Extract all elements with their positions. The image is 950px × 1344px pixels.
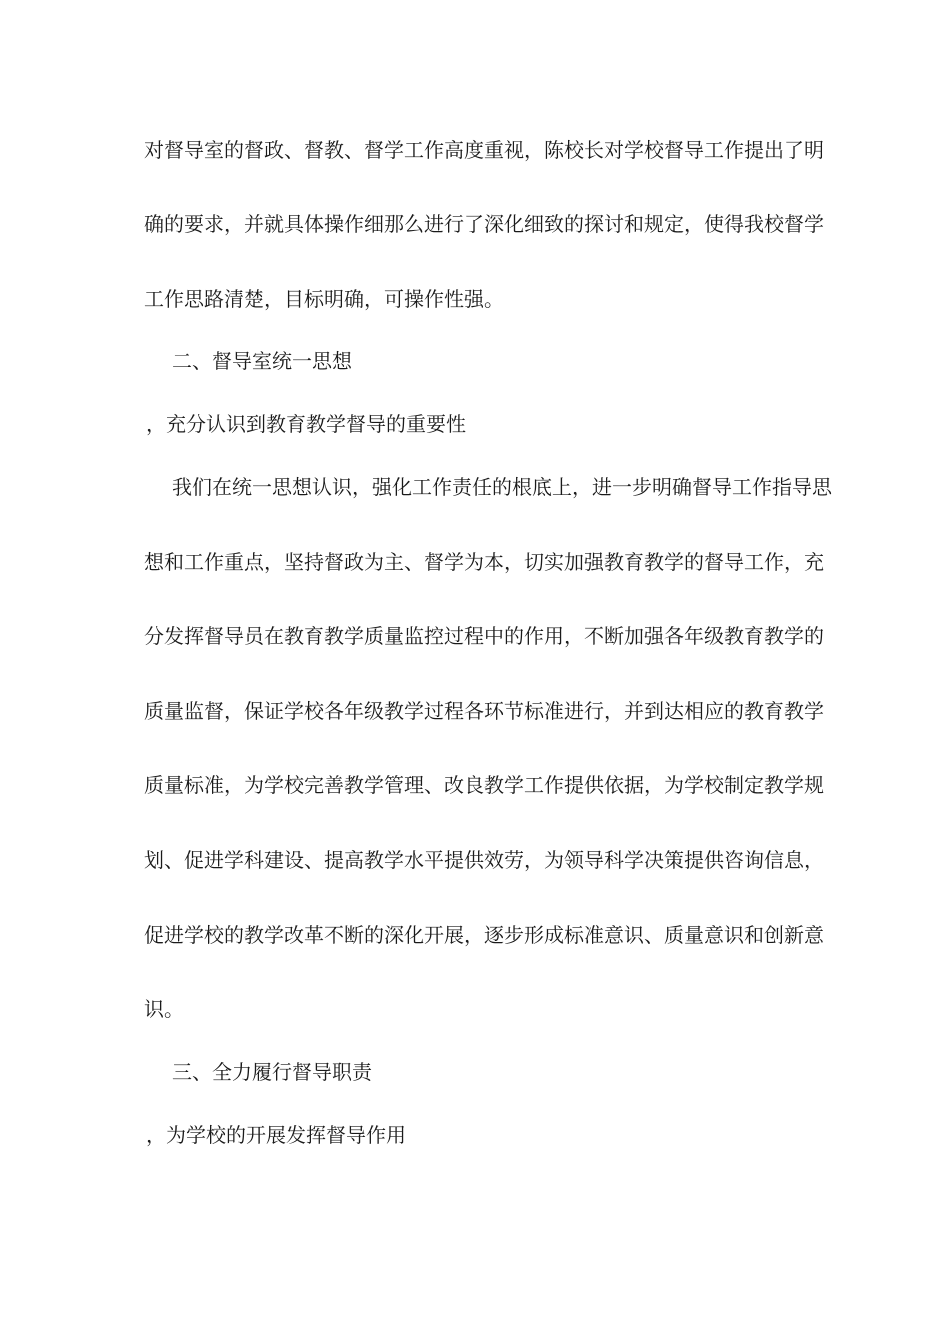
paragraph-line: ，为学校的开展发挥督导作用 <box>146 1123 406 1147</box>
section-heading: 二、督导室统一思想 <box>172 349 352 373</box>
paragraph-line: 工作思路清楚，目标明确，可操作性强。 <box>144 287 504 311</box>
paragraph-line: 质量监督，保证学校各年级教学过程各环节标准进行，并到达相应的教育教学 <box>144 699 824 723</box>
paragraph-line: 我们在统一思想认识，强化工作责任的根底上，进一步明确督导工作指导思 <box>172 475 832 499</box>
paragraph-line: 想和工作重点，坚持督政为主、督学为本，切实加强教育教学的督导工作，充 <box>144 550 824 574</box>
section-heading: 三、全力履行督导职责 <box>172 1060 372 1084</box>
paragraph-line: 划、促进学科建设、提高教学水平提供效劳，为领导科学决策提供咨询信息， <box>144 848 824 872</box>
paragraph-line: 质量标准，为学校完善教学管理、改良教学工作提供依据，为学校制定教学规 <box>144 773 824 797</box>
paragraph-line: 确的要求，并就具体操作细那么进行了深化细致的探讨和规定，使得我校督学 <box>144 212 824 236</box>
paragraph-line: 促进学校的教学改革不断的深化开展，逐步形成标准意识、质量意识和创新意 <box>144 923 824 947</box>
paragraph-line: 识。 <box>144 997 184 1021</box>
paragraph-line: ，充分认识到教育教学督导的重要性 <box>146 412 466 436</box>
paragraph-line: 对督导室的督政、督教、督学工作高度重视，陈校长对学校督导工作提出了明 <box>144 138 824 162</box>
paragraph-line: 分发挥督导员在教育教学质量监控过程中的作用，不断加强各年级教育教学的 <box>144 624 824 648</box>
